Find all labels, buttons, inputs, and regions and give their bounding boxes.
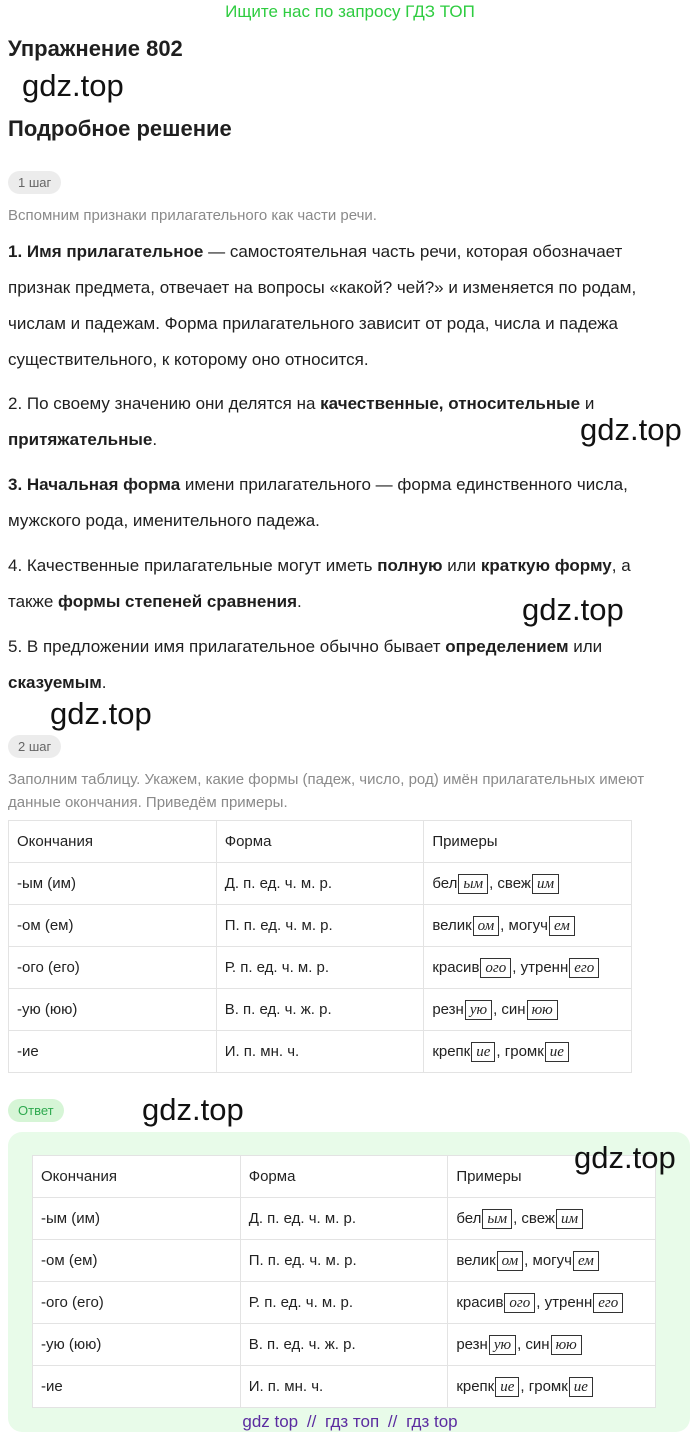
- examples-cell: бел ым , свеж им: [424, 863, 632, 905]
- ending-cell: -ом (ем): [33, 1240, 241, 1282]
- table-row: [9, 947, 632, 989]
- paragraph-5: 5. В предложении имя прилагательное обычно бывает определением или сказуемым.: [8, 637, 603, 692]
- table-row: [9, 863, 632, 905]
- link-separator: //: [387, 1412, 398, 1431]
- ending-cell: -ого (его): [9, 947, 217, 989]
- form-cell: П. п. ед. ч. м. р.: [216, 905, 424, 947]
- form-cell: Д. п. ед. ч. м. р.: [240, 1198, 448, 1240]
- table-header-row: [33, 1156, 656, 1198]
- examples-cell: резн ую , син юю: [448, 1324, 656, 1366]
- bottom-links: [0, 1412, 700, 1432]
- watermark: gdz.top: [580, 412, 682, 447]
- column-header: Примеры: [424, 821, 632, 863]
- examples-cell: велик ом , могуч ем: [448, 1240, 656, 1282]
- bottom-link[interactable]: гдз top: [406, 1412, 458, 1431]
- table-row: [33, 1324, 656, 1366]
- form-cell: И. п. мн. ч.: [240, 1366, 448, 1408]
- table-row: [9, 989, 632, 1031]
- watermark: gdz.top: [50, 696, 152, 731]
- form-cell: Д. п. ед. ч. м. р.: [216, 863, 424, 905]
- examples-cell: резн ую , син юю: [424, 989, 632, 1031]
- answer-table: [32, 1155, 656, 1408]
- paragraph-2: 2. По своему значению они делятся на качественные, относительные и притяжательные.: [8, 394, 595, 449]
- search-banner-link[interactable]: Ищите нас по запросу ГДЗ ТОП: [225, 2, 475, 21]
- step2-intro: Заполним таблицу. Укажем, какие формы (падеж, число, род) имён прилагательных имеют данные окончания. Приведём примеры.: [8, 771, 645, 811]
- form-cell: В. п. ед. ч. ж. р.: [240, 1324, 448, 1366]
- ending-cell: -ие: [9, 1031, 217, 1073]
- ending-cell: -ым (им): [9, 863, 217, 905]
- step-badge-2: 2 шаг: [8, 735, 61, 758]
- step1-intro: Вспомним признаки прилагательного как части речи.: [8, 207, 377, 224]
- table-row: [33, 1240, 656, 1282]
- table-row: [33, 1198, 656, 1240]
- bottom-link[interactable]: gdz top: [242, 1412, 299, 1431]
- table-row: [9, 1031, 632, 1073]
- column-header: Форма: [216, 821, 424, 863]
- examples-cell: бел ым , свеж им: [448, 1198, 656, 1240]
- watermark: gdz.top: [22, 68, 124, 103]
- paragraph-3: 3. Начальная форма имени прилагательного — форма единственного числа, мужского рода, именительного падежа.: [8, 475, 628, 530]
- link-separator: //: [306, 1412, 317, 1431]
- paragraph-4: 4. Качественные прилагательные могут иметь полную или краткую форму, а также формы степеней сравнения.: [8, 556, 631, 611]
- column-header: Окончания: [33, 1156, 241, 1198]
- table-row: [9, 905, 632, 947]
- column-header: Примеры: [448, 1156, 656, 1198]
- watermark: gdz.top: [522, 592, 624, 627]
- ending-cell: -ую (юю): [9, 989, 217, 1031]
- form-cell: Р. п. ед. ч. м. р.: [240, 1282, 448, 1324]
- answer-badge: Ответ: [8, 1099, 64, 1122]
- watermark: gdz.top: [142, 1092, 244, 1127]
- examples-cell: красив ого , утренн его: [448, 1282, 656, 1324]
- ending-cell: -ым (им): [33, 1198, 241, 1240]
- section-title: Подробное решение: [8, 116, 232, 141]
- exercise-title: Упражнение 802: [8, 36, 183, 61]
- table-header-row: [9, 821, 632, 863]
- examples-cell: крепк ие , громк ие: [448, 1366, 656, 1408]
- examples-cell: крепк ие , громк ие: [424, 1031, 632, 1073]
- paragraph-1: 1. Имя прилагательное — самостоятельная часть речи, которая обозначает признак предмета, отвечает на вопросы «какой? чей?» и изменяется по родам, числам и падежам. Форма прилагательного зависит от рода, числа и падежа существительного, к которому оно относится.: [8, 242, 637, 369]
- ending-cell: -ие: [33, 1366, 241, 1408]
- forms-table: [8, 820, 632, 1073]
- step-badge-1: 1 шаг: [8, 171, 61, 194]
- table-row: [33, 1282, 656, 1324]
- column-header: Окончания: [9, 821, 217, 863]
- column-header: Форма: [240, 1156, 448, 1198]
- ending-cell: -ого (его): [33, 1282, 241, 1324]
- form-cell: В. п. ед. ч. ж. р.: [216, 989, 424, 1031]
- watermark: gdz.top: [574, 1140, 676, 1175]
- examples-cell: красив ого , утренн его: [424, 947, 632, 989]
- form-cell: П. п. ед. ч. м. р.: [240, 1240, 448, 1282]
- examples-cell: велик ом , могуч ем: [424, 905, 632, 947]
- form-cell: Р. п. ед. ч. м. р.: [216, 947, 424, 989]
- table-row: [33, 1366, 656, 1408]
- ending-cell: -ую (юю): [33, 1324, 241, 1366]
- ending-cell: -ом (ем): [9, 905, 217, 947]
- bottom-link[interactable]: гдз топ: [325, 1412, 380, 1431]
- form-cell: И. п. мн. ч.: [216, 1031, 424, 1073]
